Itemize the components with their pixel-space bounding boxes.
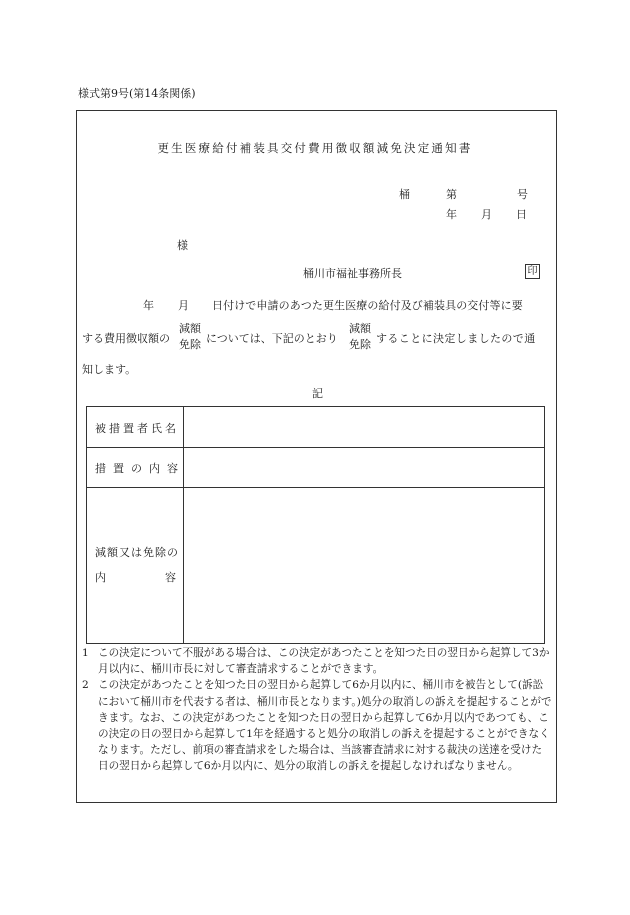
details-table xyxy=(86,406,545,644)
table-row-divider-2 xyxy=(87,487,544,488)
ki-heading: 記 xyxy=(312,387,323,400)
body-line-2b: については、下記のとおり xyxy=(206,332,338,345)
row-label-measure: 措置の内容 xyxy=(95,462,185,475)
date-day: 日 xyxy=(516,208,527,221)
choice-1-reduce: 減額 xyxy=(179,322,201,335)
body-line-3: 知します。 xyxy=(82,363,137,376)
note-item xyxy=(82,677,552,774)
choice-reduce-exempt-2 xyxy=(349,321,371,353)
doc-number-dai: 第 xyxy=(446,188,457,201)
date-month: 月 xyxy=(481,208,492,221)
document-title: 更生医療給付補装具交付費用徴収額減免決定通知書 xyxy=(157,141,473,155)
body-month: 月 xyxy=(178,299,189,312)
seal-mark: 印 xyxy=(525,264,540,279)
table-column-divider xyxy=(183,407,184,643)
recipient-honorific: 様 xyxy=(177,239,188,252)
choice-2-reduce: 減額 xyxy=(349,322,371,335)
notes-section xyxy=(82,645,552,775)
table-row-divider-1 xyxy=(87,447,544,448)
choice-1-exempt: 免除 xyxy=(179,338,201,351)
doc-number-go: 号 xyxy=(517,188,528,201)
row-label-name: 被措置者氏名 xyxy=(95,422,179,435)
issuer-name: 桶川市福祉事務所長 xyxy=(303,267,402,280)
body-line-1: 日付けで申請のあつた更生医療の給付及び補装具の交付等に要 xyxy=(212,299,523,312)
body-year: 年 xyxy=(143,299,154,312)
body-line-2a: する費用徴収額の xyxy=(82,332,170,345)
row-label-content-line2b: 容 xyxy=(165,571,176,584)
row-label-content-line1: 減額又は免除の xyxy=(95,546,179,559)
note-number: 1 xyxy=(82,647,89,659)
date-year: 年 xyxy=(446,208,457,221)
choice-2-exempt: 免除 xyxy=(349,338,371,351)
note-item xyxy=(82,645,552,677)
doc-number-prefix: 桶 xyxy=(399,188,410,201)
body-line-2c: することに決定しましたので通 xyxy=(376,332,536,345)
note-text: この決定があつたことを知つた日の翌日から起算して6か月以内に、桶川市を被告として(訴訟において桶川市を代表する者は、桶川市長となります。)処分の取消しの訴えを提起することができます。なお、この決定があつたことを知つた日の翌日から起算して6か月以内であつても、この決定の日の翌日から起算して1年を経過すると処分の取消しの訴えを提起することができなくなります。ただし、前項の審査請求をした場合は、当該審査請求に対する裁決の送達を受けた日の翌日から起算して6か月以内に、処分の取消しの訴えを提起しなければなりません。 xyxy=(98,679,552,773)
row-label-content-line2a: 内 xyxy=(95,571,109,584)
note-number: 2 xyxy=(82,679,89,692)
note-text: この決定について不服がある場合は、この決定があつたことを知つた日の翌日から起算して3か月以内に、桶川市長に対して審査請求することができます。 xyxy=(98,647,550,676)
choice-reduce-exempt-1 xyxy=(179,321,201,353)
form-number-label: 様式第9号(第14条関係) xyxy=(78,87,196,100)
